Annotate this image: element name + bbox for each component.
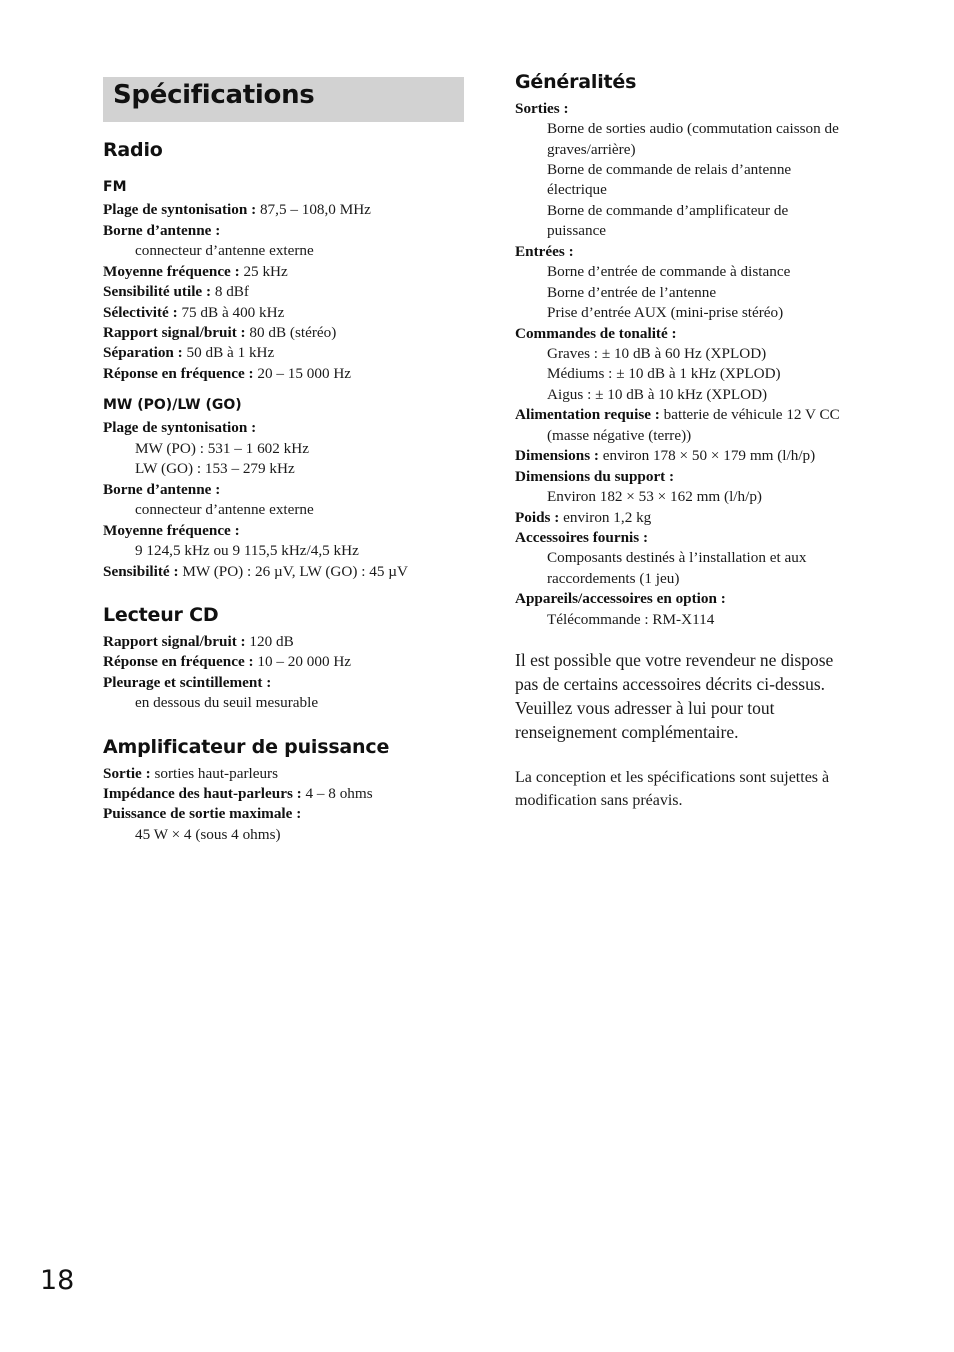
weight: Poids : environ 1,2 kg xyxy=(515,509,652,526)
cd-heading: Lecteur CD xyxy=(103,604,219,626)
fm-selectivity: Sélectivité : 75 dB à 400 kHz xyxy=(103,304,285,321)
supplied-line: raccordements (1 jeu) xyxy=(547,570,680,587)
fm-sensitivity: Sensibilité utile : 8 dBf xyxy=(103,283,249,300)
tone-line: Aigus : ± 10 dB à 10 kHz (XPLOD) xyxy=(547,386,768,403)
amp-impedance: Impédance des haut-parleurs : 4 – 8 ohms xyxy=(103,785,373,802)
outputs-line: puissance xyxy=(547,222,607,239)
amp-max-power-value: 45 W × 4 (sous 4 ohms) xyxy=(135,826,281,843)
note-line: renseignement complémentaire. xyxy=(515,722,739,742)
note-line: Il est possible que votre revendeur ne dispose xyxy=(515,650,834,670)
mw-tuning-lw: LW (GO) : 153 – 279 kHz xyxy=(135,460,295,477)
outputs-line: graves/arrière) xyxy=(547,141,636,158)
supplied-line: Composants destinés à l’installation et aux xyxy=(547,549,807,566)
supplied-label: Accessoires fournis : xyxy=(515,529,649,546)
outputs-label: Sorties : xyxy=(515,100,569,117)
inputs-line: Prise d’entrée AUX (mini-prise stéréo) xyxy=(547,304,784,321)
mw-if-label: Moyenne fréquence : xyxy=(103,522,240,539)
cd-wow-label: Pleurage et scintillement : xyxy=(103,674,272,691)
fm-freq-response: Réponse en fréquence : 20 – 15 000 Hz xyxy=(103,365,352,382)
inputs-line: Borne d’entrée de l’antenne xyxy=(547,284,717,301)
inputs-label: Entrées : xyxy=(515,243,574,260)
fm-if: Moyenne fréquence : 25 kHz xyxy=(103,263,288,280)
mount-label: Dimensions du support : xyxy=(515,468,675,485)
optional-value: Télécommande : RM-X114 xyxy=(547,611,715,628)
mw-tuning-mw: MW (PO) : 531 – 1 602 kHz xyxy=(135,440,309,457)
tone-line: Médiums : ± 10 dB à 1 kHz (XPLOD) xyxy=(547,365,781,382)
mount-value: Environ 182 × 53 × 162 mm (l/h/p) xyxy=(547,488,762,505)
fm-heading: FM xyxy=(103,179,127,195)
fm-snr: Rapport signal/bruit : 80 dB (stéréo) xyxy=(103,324,337,341)
amp-output: Sortie : sorties haut-parleurs xyxy=(103,765,279,782)
fm-antenna-value: connecteur d’antenne externe xyxy=(135,242,314,259)
inputs-line: Borne d’entrée de commande à distance xyxy=(547,263,791,280)
general-heading: Généralités xyxy=(515,71,637,93)
note-line: pas de certains accessoires décrits ci-dessus. xyxy=(515,674,826,694)
power-requirement-2: (masse négative (terre)) xyxy=(547,427,692,444)
fm-tuning-range: Plage de syntonisation : 87,5 – 108,0 MHz xyxy=(103,201,371,218)
radio-heading: Radio xyxy=(103,139,163,161)
mw-sensitivity: Sensibilité : MW (PO) : 26 µV, LW (GO) : 45 µV xyxy=(103,563,408,580)
power-requirement: Alimentation requise : batterie de véhicule 12 V CC xyxy=(515,406,840,423)
page-number: 18 xyxy=(40,1265,75,1296)
cd-freq-response: Réponse en fréquence : 10 – 20 000 Hz xyxy=(103,653,352,670)
disclaimer-line: modification sans préavis. xyxy=(515,792,683,809)
amp-max-power-label: Puissance de sortie maximale : xyxy=(103,805,302,822)
amp-heading: Amplificateur de puissance xyxy=(103,736,390,758)
outputs-line: Borne de commande de relais d’antenne xyxy=(547,161,792,178)
fm-antenna-label: Borne d’antenne : xyxy=(103,222,221,239)
cd-snr: Rapport signal/bruit : 120 dB xyxy=(103,633,294,650)
title-bar xyxy=(103,77,464,122)
note-line: Veuillez vous adresser à lui pour tout xyxy=(515,698,775,718)
dimensions: Dimensions : environ 178 × 50 × 179 mm (l/h/p) xyxy=(515,447,816,464)
optional-label: Appareils/accessoires en option : xyxy=(515,590,726,607)
tone-label: Commandes de tonalité : xyxy=(515,325,677,342)
outputs-line: Borne de commande d’amplificateur de xyxy=(547,202,789,219)
mw-antenna-value: connecteur d’antenne externe xyxy=(135,501,314,518)
mw-tuning-label: Plage de syntonisation : xyxy=(103,419,257,436)
mw-antenna-label: Borne d’antenne : xyxy=(103,481,221,498)
tone-line: Graves : ± 10 dB à 60 Hz (XPLOD) xyxy=(547,345,767,362)
fm-separation: Séparation : 50 dB à 1 kHz xyxy=(103,344,275,361)
outputs-line: électrique xyxy=(547,181,607,198)
mw-if-value: 9 124,5 kHz ou 9 115,5 kHz/4,5 kHz xyxy=(135,542,359,559)
cd-wow-value: en dessous du seuil mesurable xyxy=(135,694,319,711)
disclaimer-line: La conception et les spécifications sont sujettes à xyxy=(515,769,830,786)
outputs-line: Borne de sorties audio (commutation caisson de xyxy=(547,120,839,137)
page-title: Spécifications xyxy=(113,80,315,110)
mw-heading: MW (PO)/LW (GO) xyxy=(103,397,242,413)
